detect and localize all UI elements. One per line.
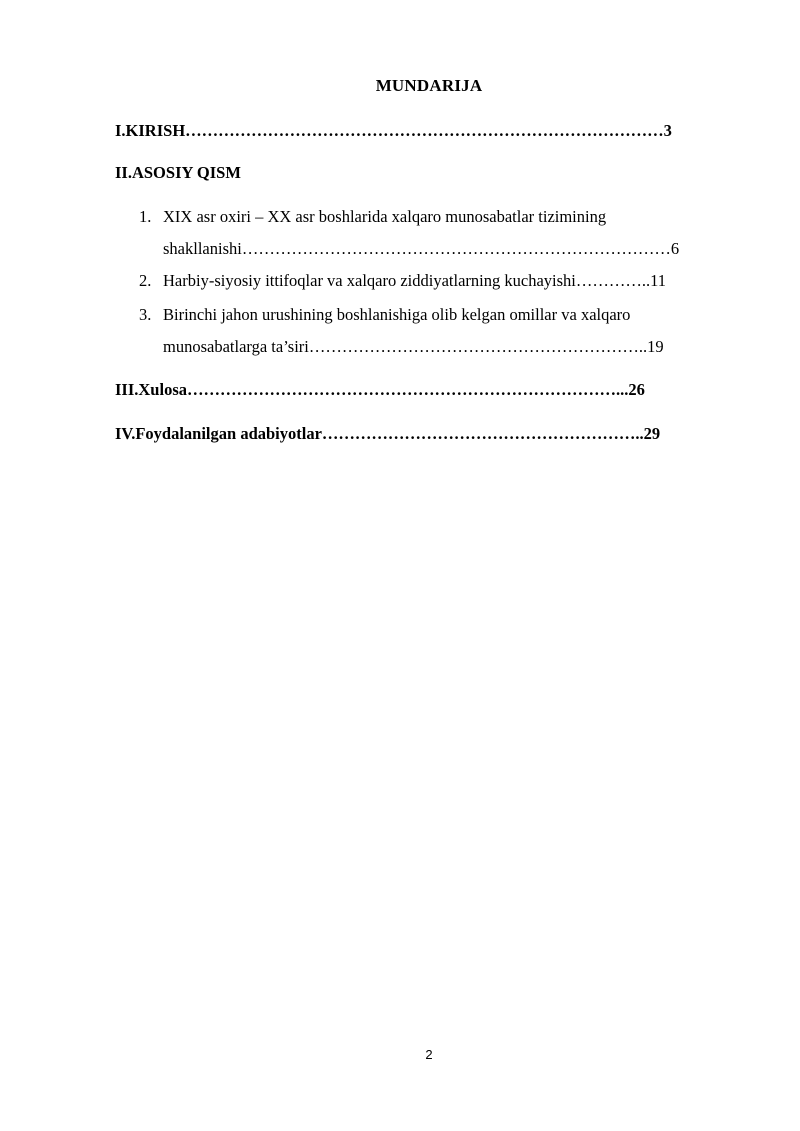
toc-entry-adabiyotlar: IV.Foydalanilgan adabiyotlar…………………………………………………..29 bbox=[115, 424, 661, 443]
toc-entry-xulosa: III.Xulosa……………………………………………………………………...26 bbox=[115, 380, 645, 399]
toc-entry-kirish: I.KIRISH……………………………………………………………………………3 bbox=[115, 121, 672, 140]
toc-item-number: 3. bbox=[139, 305, 152, 324]
toc-heading-asosiy-qism: II.ASOSIY QISM bbox=[115, 163, 241, 182]
toc-item-text-continued: shakllanishi……………………………………………………………………6 bbox=[163, 239, 680, 258]
toc-title: MUNDARIJA bbox=[375, 76, 483, 95]
toc-item-text-continued: munosabatlarga ta’siri……………………………………………………..19 bbox=[163, 337, 664, 356]
toc-item-text: Harbiy-siyosiy ittifoqlar va xalqaro ziddiyatlarning kuchayishi…………..11 bbox=[163, 271, 666, 290]
toc-item-number: 2. bbox=[139, 271, 152, 290]
toc-item-text: XIX asr oxiri – XX asr boshlarida xalqaro munosabatlar tizimining bbox=[163, 207, 607, 226]
toc-item-text: Birinchi jahon urushining boshlanishiga olib kelgan omillar va xalqaro bbox=[163, 305, 631, 324]
toc-item-number: 1. bbox=[139, 207, 152, 226]
page-number: 2 bbox=[425, 1047, 433, 1062]
